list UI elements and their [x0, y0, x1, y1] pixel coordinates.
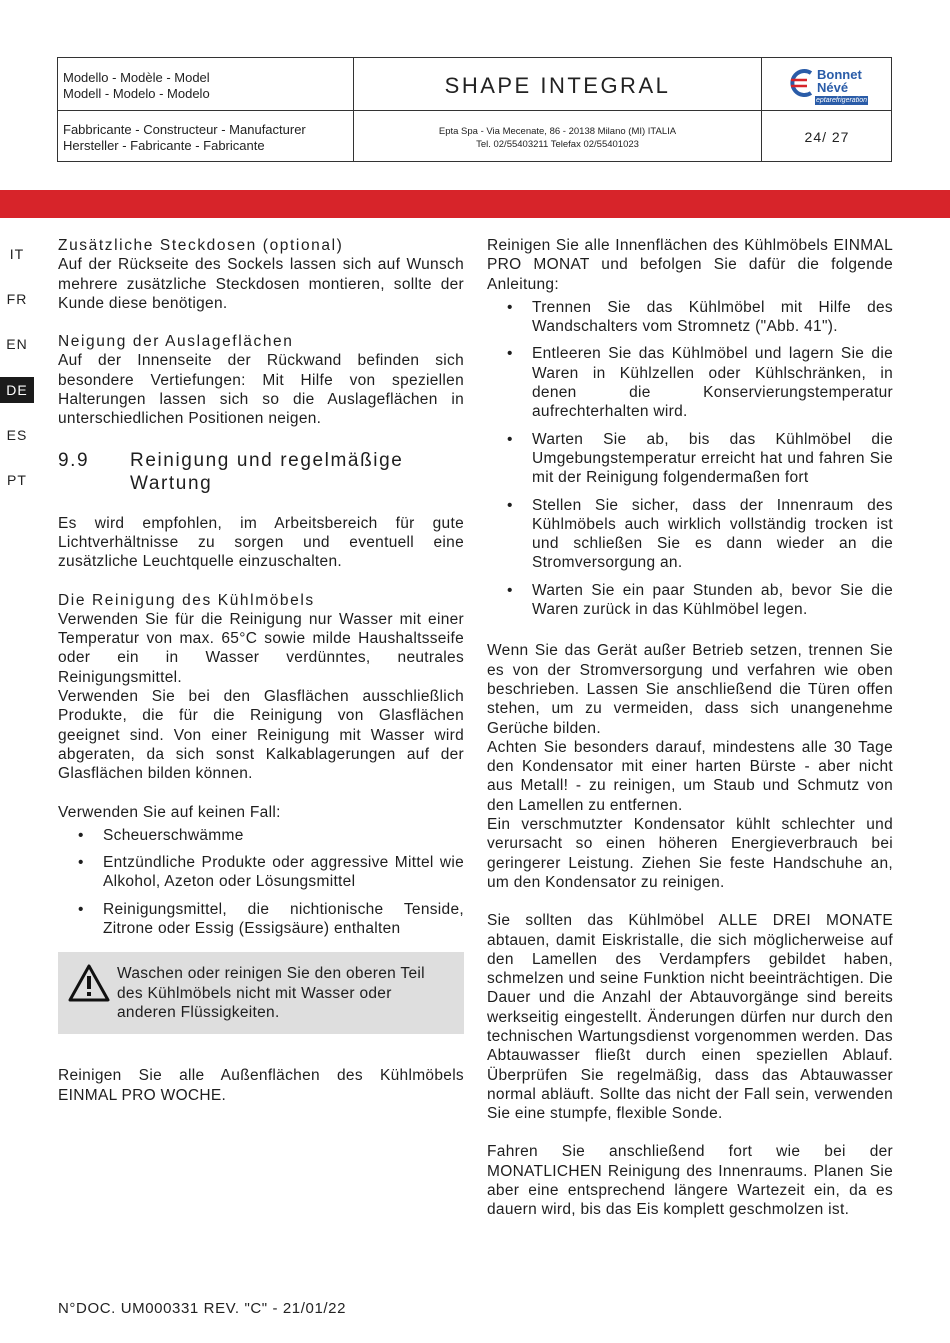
section-title: Reinigung und regelmäßige Wartung — [130, 449, 404, 494]
lang-tab-es[interactable]: ES — [6, 427, 28, 443]
address-line-2: Tel. 02/55403211 Telefax 02/55401023 — [476, 139, 639, 150]
paragraph-lighting: Es wird empfohlen, im Arbeitsbereich für gute Lichtverhältnisse zu sorgen und eventuell eine zusätzliche Leuchtquelle einzuschalten. — [58, 514, 464, 571]
subheading-sockets: Zusätzliche Steckdosen (optional) — [58, 237, 344, 254]
red-divider-bar — [0, 190, 950, 218]
manufacturer-label — [63, 122, 348, 154]
list-item: • Warten Sie ein paar Stunden ab, bevor Sie die Waren zurück in das Kühlmöbel legen. — [487, 581, 893, 620]
paragraph-monthly-intro: Reinigen Sie alle Innenflächen des Kühlmöbels EINMAL PRO MONAT und befolgen Sie dafür die folgende Anleitung: — [487, 237, 893, 293]
page-number: 24/ 27 — [804, 129, 850, 145]
lang-tab-pt[interactable]: PT — [7, 472, 27, 488]
model-label-line-1: Modello - Modèle - Model — [63, 70, 210, 85]
warning-box — [58, 952, 464, 1034]
logo-line-1: Bonnet — [817, 67, 862, 82]
paragraph-sockets: Auf der Rückseite des Sockels lassen sich auf Wunsch mehrere zusätzliche Steckdosen montieren, sollte der Kunde diese benötigen. — [58, 256, 464, 312]
logo-line-2: Névé — [817, 80, 849, 95]
model-name: SHAPE INTEGRAL — [444, 73, 671, 98]
right-column — [487, 236, 893, 1220]
lang-tab-en[interactable]: EN — [6, 336, 28, 352]
paragraph-continue: Fahren Sie anschließend fort wie bei der MONATLICHEN Reinigung des Innenraums. Planen Sie aber eine entsprechend längere Wartezeit ein, da es dauern wird, bis das Eis komplett geschmolzen ist. — [487, 1143, 893, 1219]
logo-tagline: eptarefrigeration — [816, 97, 867, 104]
list-item: • Scheuerschwämme — [58, 826, 464, 845]
paragraph-condenser-effect: Ein verschmutzter Kondensator kühlt schlechter und verursacht so einen höheren Energieverbrauch bei geringerer Leistung. Ziehen Sie feste Handschuhe an, um den Kondensator zu reinigen. — [487, 816, 893, 891]
address-line-1: Epta Spa - Via Mecenate, 86 - 20138 Milano (MI) ITALIA — [438, 126, 677, 137]
section-number: 9.9 — [58, 449, 90, 471]
warning-text: Waschen oder reinigen Sie den oberen Teil des Kühlmöbels nicht mit Wasser oder anderen Flüssigkeiten. — [117, 965, 425, 1021]
paragraph-cleaning-water: Verwenden Sie für die Reinigung nur Wasser mit einer Temperatur von max. 65°C sowie milde Haushaltsseife oder ein in Wasser verdünntes, neutrales Reinigungsmittel. — [58, 610, 464, 686]
document-reference: N°DOC. UM000331 REV. "C" - 21/01/22 — [58, 1300, 347, 1317]
model-label — [63, 70, 348, 102]
monthly-steps-list — [487, 298, 893, 619]
subheading-cleaning: Die Reinigung des Kühlmöbels — [58, 591, 315, 609]
euro-swirl-icon — [787, 67, 817, 99]
warning-triangle-icon — [68, 964, 110, 1002]
model-label-line-2: Modell - Modelo - Modelo — [63, 86, 210, 101]
brand-logo — [787, 63, 869, 107]
manufacturer-label-line-2: Hersteller - Fabricante - Fabricante — [63, 138, 265, 153]
never-use-list — [58, 826, 464, 938]
paragraph-out-of-service: Wenn Sie das Gerät außer Betrieb setzen, trennen Sie es von der Stromversorgung und verfahren wie oben beschrieben. Lassen Sie anschließend die Türen offen stehen, um zu vermeiden, dass sich unangenehme Gerüche bilden. — [487, 642, 893, 737]
section-heading — [58, 449, 464, 495]
paragraph-weekly: Reinigen Sie alle Außenflächen des Kühlmöbels EINMAL PRO WOCHE. — [58, 1067, 464, 1104]
header-table — [57, 57, 892, 162]
list-item: • Reinigungsmittel, die nichtionische Tenside, Zitrone oder Essig (Essigsäure) enthalten — [58, 900, 464, 939]
subheading-tilt: Neigung der Auslageflächen — [58, 333, 294, 351]
list-item: • Trennen Sie das Kühlmöbel mit Hilfe des Wandschalters vom Stromnetz ("Abb. 41"). — [487, 298, 893, 337]
lang-tab-de[interactable]: DE — [0, 377, 34, 403]
list-item: • Entleeren Sie das Kühlmöbel und lagern Sie die Waren in Kühlzellen oder Kühlschränken, in denen die Konservierungstemperatur aufrechterhalten wird. — [487, 344, 893, 421]
paragraph-condenser-cleaning: Achten Sie besonders darauf, mindestens alle 30 Tage den Kondensator mit einer harten Bürste - aber nicht aus Metall! - zu reinigen, um Staub und Schmutz von den Lamellen zu entfernen. — [487, 738, 893, 814]
manufacturer-label-line-1: Fabbricante - Constructeur - Manufacturer — [63, 122, 306, 137]
lang-tab-it[interactable]: IT — [9, 246, 25, 262]
manufacturer-address — [354, 125, 761, 151]
list-item: • Warten Sie ab, bis das Kühlmöbel die Umgebungstemperatur erreicht hat und fahren Sie mit der Reinigung folgendermaßen fort — [487, 430, 893, 488]
paragraph-cleaning-glass: Verwenden Sie bei den Glasflächen ausschließlich Produkte, die für die Reinigung von Glasflächen geeignet sind. Von einer Reinigung mit Wasser wird abgeraten, da sich sonst Kalkablagerungen auf der Glasflächen bilden können. — [58, 688, 464, 783]
never-use-intro: Verwenden Sie auf keinen Fall: — [58, 803, 281, 821]
paragraph-defrost: Sie sollten das Kühlmöbel ALLE DREI MONATE abtauen, damit Eiskristalle, die sich möglicherweise auf den Lamellen des Verdampfers gebildet haben, schmelzen und seine Funktion nicht beeinträchtigen. Die Dauer und die Anzahl der Abtauvorgänge sind bereits werkseitig eingestellt. Änderungen dürfen nur durch den technischen Wartungsdienst vorgenommen werden. Das Abtauwasser fließt durch einen speziellen Ablauf. Überprüfen Sie regelmäßig, dass das Abtauwasser normal abläuft. Sollte das nicht der Fall sein, verwenden Sie eine stumpfe, flexible Sonde. — [487, 912, 893, 1123]
lang-tab-fr[interactable]: FR — [6, 291, 28, 307]
left-column — [58, 236, 464, 1105]
paragraph-tilt: Auf der Innenseite der Rückwand befinden sich besondere Vertiefungen: Mit Hilfe von speziellen Halterungen lassen sich so die Auslageflächen in unterschiedlichen Positionen neigen. — [58, 352, 464, 428]
list-item: • Stellen Sie sicher, dass der Innenraum des Kühlmöbels auch wirklich vollständig trocken ist und schließen Sie es dann wieder an die Stromversorgung an. — [487, 496, 893, 573]
list-item: • Entzündliche Produkte oder aggressive Mittel wie Alkohol, Azeton oder Lösungsmittel — [58, 853, 464, 892]
